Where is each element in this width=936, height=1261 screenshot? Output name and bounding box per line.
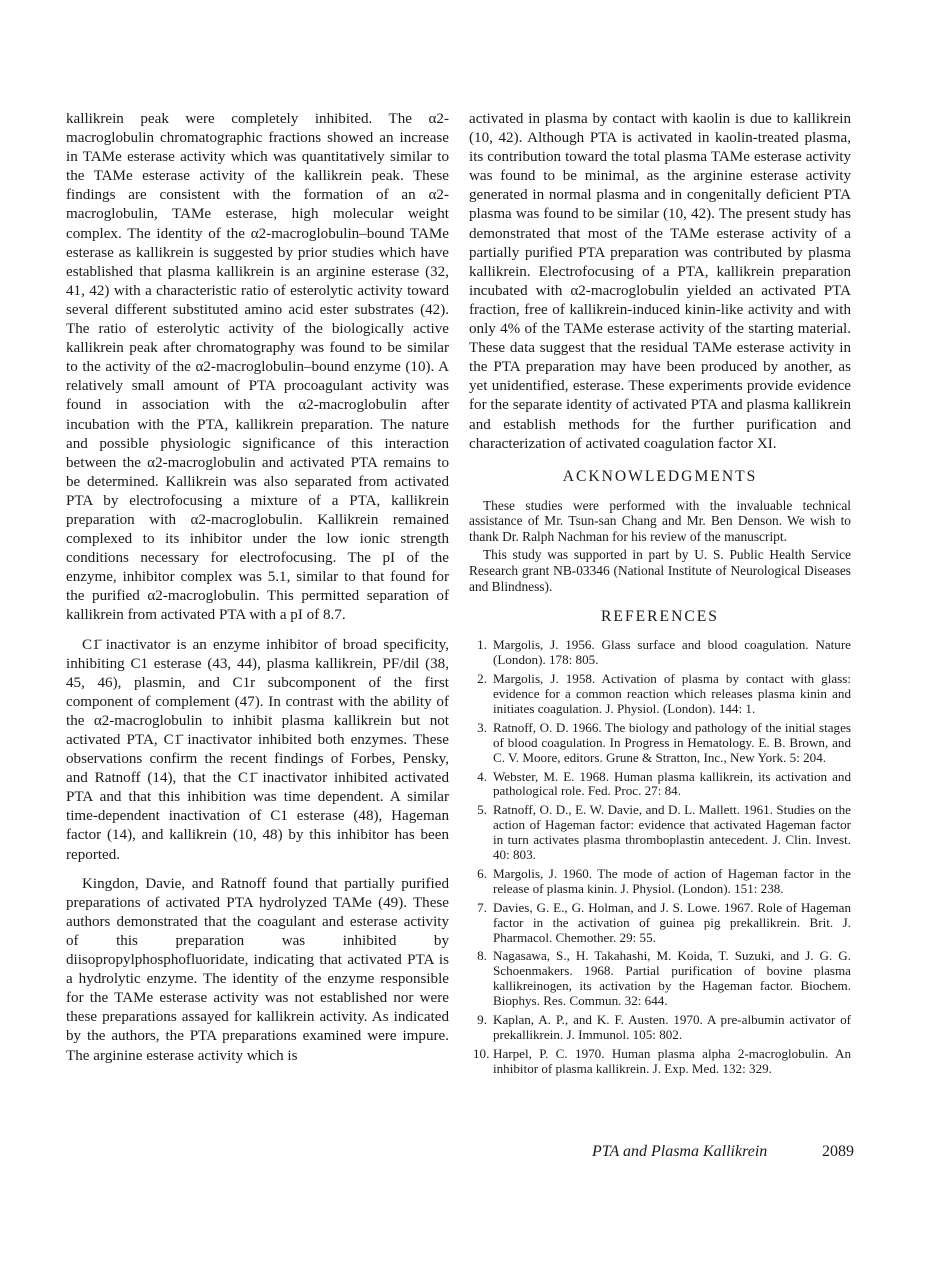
funding-text: This study was supported in part by U. S. Public Health Service Research grant NB-03346 (National Institute of Neurological Diseases and Blindness). <box>469 547 851 594</box>
reference-text: Ratnoff, O. D. 1966. The biology and pathology of the initial stages of blood coagulation. In Progress in Hematology. E. B. Brown, and C. V. Moore, editors. Grune & Stratton, Inc., New York. 5: 204. <box>493 719 851 765</box>
reference-text: Webster, M. E. 1968. Human plasma kallikrein, its activation and pathological role. Fed. Proc. 27: 84. <box>493 768 851 799</box>
page-number: 2089 <box>822 1143 854 1160</box>
reference-text: Margolis, J. 1958. Activation of plasma by contact with glass: evidence for a common reaction which releases plasma kinin and initiates coagulation. J. Physiol. (London). 144: 1. <box>493 671 851 716</box>
reference-number: 6. <box>477 865 487 881</box>
reference-item <box>469 721 851 766</box>
reference-number: 7. <box>477 899 487 915</box>
reference-number: 5. <box>477 802 487 818</box>
page-footer <box>592 1143 854 1161</box>
reference-number: 3. <box>477 719 487 735</box>
reference-text: Kaplan, A. P., and K. F. Austen. 1970. A pre-albumin activator of prekallikrein. J. Immunol. 105: 802. <box>493 1012 851 1042</box>
reference-text: Davies, G. E., G. Holman, and J. S. Lowe. 1967. Role of Hageman factor in the activation of guinea pig prekallikrein. Brit. J. Pharmacol. Chemother. 29: 55. <box>493 899 851 945</box>
references-heading: REFERENCES <box>601 608 719 626</box>
reference-item <box>469 867 851 897</box>
reference-item <box>469 638 851 668</box>
reference-number: 10. <box>473 1045 490 1061</box>
body-paragraph: Kingdon, Davie, and Ratnoff found that partially purified preparations of activated PTA hydrolyzed TAMe (49). These authors demonstrated that the coagulant and esterase activity of this preparation was inhibited by diisopropylphosphofluoridate, indicating that activated PTA is a hydrolytic enzyme. The identity of the enzyme responsible for the TAMe esterase activity was not established nor were these preparations assayed for kallikrein activity. As indicated by the authors, the PTA preparations examined were impure. The arginine esterase activity which is <box>66 875 449 1064</box>
reference-text: Harpel, P. C. 1970. Human plasma alpha 2-macroglobulin. An inhibitor of plasma kallikrein. J. Exp. Med. 132: 329. <box>493 1045 851 1076</box>
reference-number: 9. <box>477 1012 487 1028</box>
running-title: PTA and Plasma Kallikrein <box>592 1143 768 1160</box>
right-column <box>469 110 851 1081</box>
reference-list <box>469 638 851 1076</box>
reference-item <box>469 803 851 863</box>
reference-text: Nagasawa, S., H. Takahashi, M. Koida, T. Suzuki, and J. G. G. Schoenmakers. 1968. Partial purification of bovine plasma kallikreinogen, its activation by the Hageman factor. Biochem. Biophys. Res. Commun. 32: 644. <box>493 948 851 1009</box>
reference-number: 4. <box>477 768 487 784</box>
reference-item <box>469 901 851 946</box>
acknowledgments-heading: ACKNOWLEDGMENTS <box>562 467 758 485</box>
reference-text: Margolis, J. 1960. The mode of action of Hageman factor in the release of plasma kinin. J. Physiol. (London). 151: 238. <box>493 865 851 896</box>
reference-number: 2. <box>477 671 487 687</box>
reference-item <box>469 1047 851 1077</box>
left-column <box>66 110 449 1066</box>
reference-number: 1. <box>477 637 487 653</box>
reference-text: Ratnoff, O. D., E. W. Davie, and D. L. Mallett. 1961. Studies on the action of Hageman factor: evidence that activated Hageman factor in turn activates plasma thromboplastin antecedent. J. Clin. Invest. 40: 803. <box>493 802 851 863</box>
reference-number: 8. <box>477 948 487 964</box>
reference-text: Margolis, J. 1956. Glass surface and blood coagulation. Nature (London). 178: 805. <box>493 637 851 668</box>
reference-item <box>469 770 851 800</box>
body-paragraph: C1̄ inactivator is an enzyme inhibitor of broad specificity, inhibiting C1 esterase (43, 44), plasma kallikrein, PF/dil (38, 45, 46), plasmin, and C1r subcomponent of the first component of complement (47). In contrast with the ability of the α2-macroglobulin to inhibit plasma kallikrein but not activated PTA, C1̄ inactivator inhibited both enzymes. These observations confirm the recent findings of Forbes, Pensky, and Ratnoff (14), that the C1̄ inactivator inhibited activated PTA and that this inhibition was time dependent. A similar time-dependent inactivation of C1 esterase (48), Hageman factor (14), and kallikrein (10, 48) by this inhibitor has been reported. <box>66 636 449 863</box>
body-paragraph: kallikrein peak were completely inhibited. The α2-macroglobulin chromatographic fractions showed an increase in TAMe esterase activity which was quantitatively similar to the TAMe esterase activity of the kallikrein peak. These findings are consistent with the formation of an α2-macroglobulin, TAMe esterase, high molecular weight complex. The identity of the α2-macroglobulin–bound TAMe esterase as kallikrein is suggested by prior studies which have established that plasma kallikrein is an arginine esterase (32, 41, 42) with a characteristic ratio of esterolytic activity toward several different substituted amino acid ester substrates (42). The ratio of esterolytic activity of the biologically active kallikrein peak after chromatography was found to be similar to the activity of the α2-macroglobulin–bound enzyme (10). A relatively small amount of PTA procoagulant activity was found in association with the α2-macroglobulin after incubation with the PTA, kallikrein preparation. The nature and possible physiologic significance of this interaction between the α2-macroglobulin and activated PTA remains to be determined. Kallikrein was also separated from activated PTA by electrofocusing a mixture of a PTA, kallikrein preparation with α2-macroglobulin. Kallikrein remained complexed to its inhibitor under the low ionic strength conditions necessary for electrofocusing. The pI of the enzyme, inhibitor complex was 5.1, similar to that found for the purified α2-macroglobulin. This permitted separation of kallikrein from activated PTA with a pI of 8.7. <box>66 111 449 624</box>
body-paragraph: activated in plasma by contact with kaolin is due to kallikrein (10, 42). Although PTA is activated in kaolin-treated plasma, its contribution toward the total plasma TAMe esterase activity was found to be minimal, as the arginine esterase activity generated in normal plasma and in congenitally deficient PTA plasma was found to be similar (10, 42). The present study has demonstrated that most of the TAMe esterase activity of a partially purified PTA preparation was contributed by plasma kallikrein. Electrofocusing of a PTA, kallikrein preparation incubated with α2-macroglobulin yielded an activated PTA fraction, free of kallikrein-induced kinin-like activity and with only 4% of the TAMe esterase activity of the starting material. These data suggest that the residual TAMe esterase activity in the PTA preparation may have been produced by another, as yet unidentified, esterase. These experiments provide evidence for the separate identity of activated PTA and plasma kallikrein and establish methods for the further purification and characterization of activated coagulation factor XI. <box>469 111 851 452</box>
reference-item <box>469 1013 851 1043</box>
reference-item <box>469 672 851 717</box>
reference-item <box>469 949 851 1009</box>
acknowledgments-text: These studies were performed with the invaluable technical assistance of Mr. Tsun-san Chang and Mr. Ben Denson. We wish to thank Dr. Ralph Nachman for his review of the manuscript. <box>469 497 851 544</box>
